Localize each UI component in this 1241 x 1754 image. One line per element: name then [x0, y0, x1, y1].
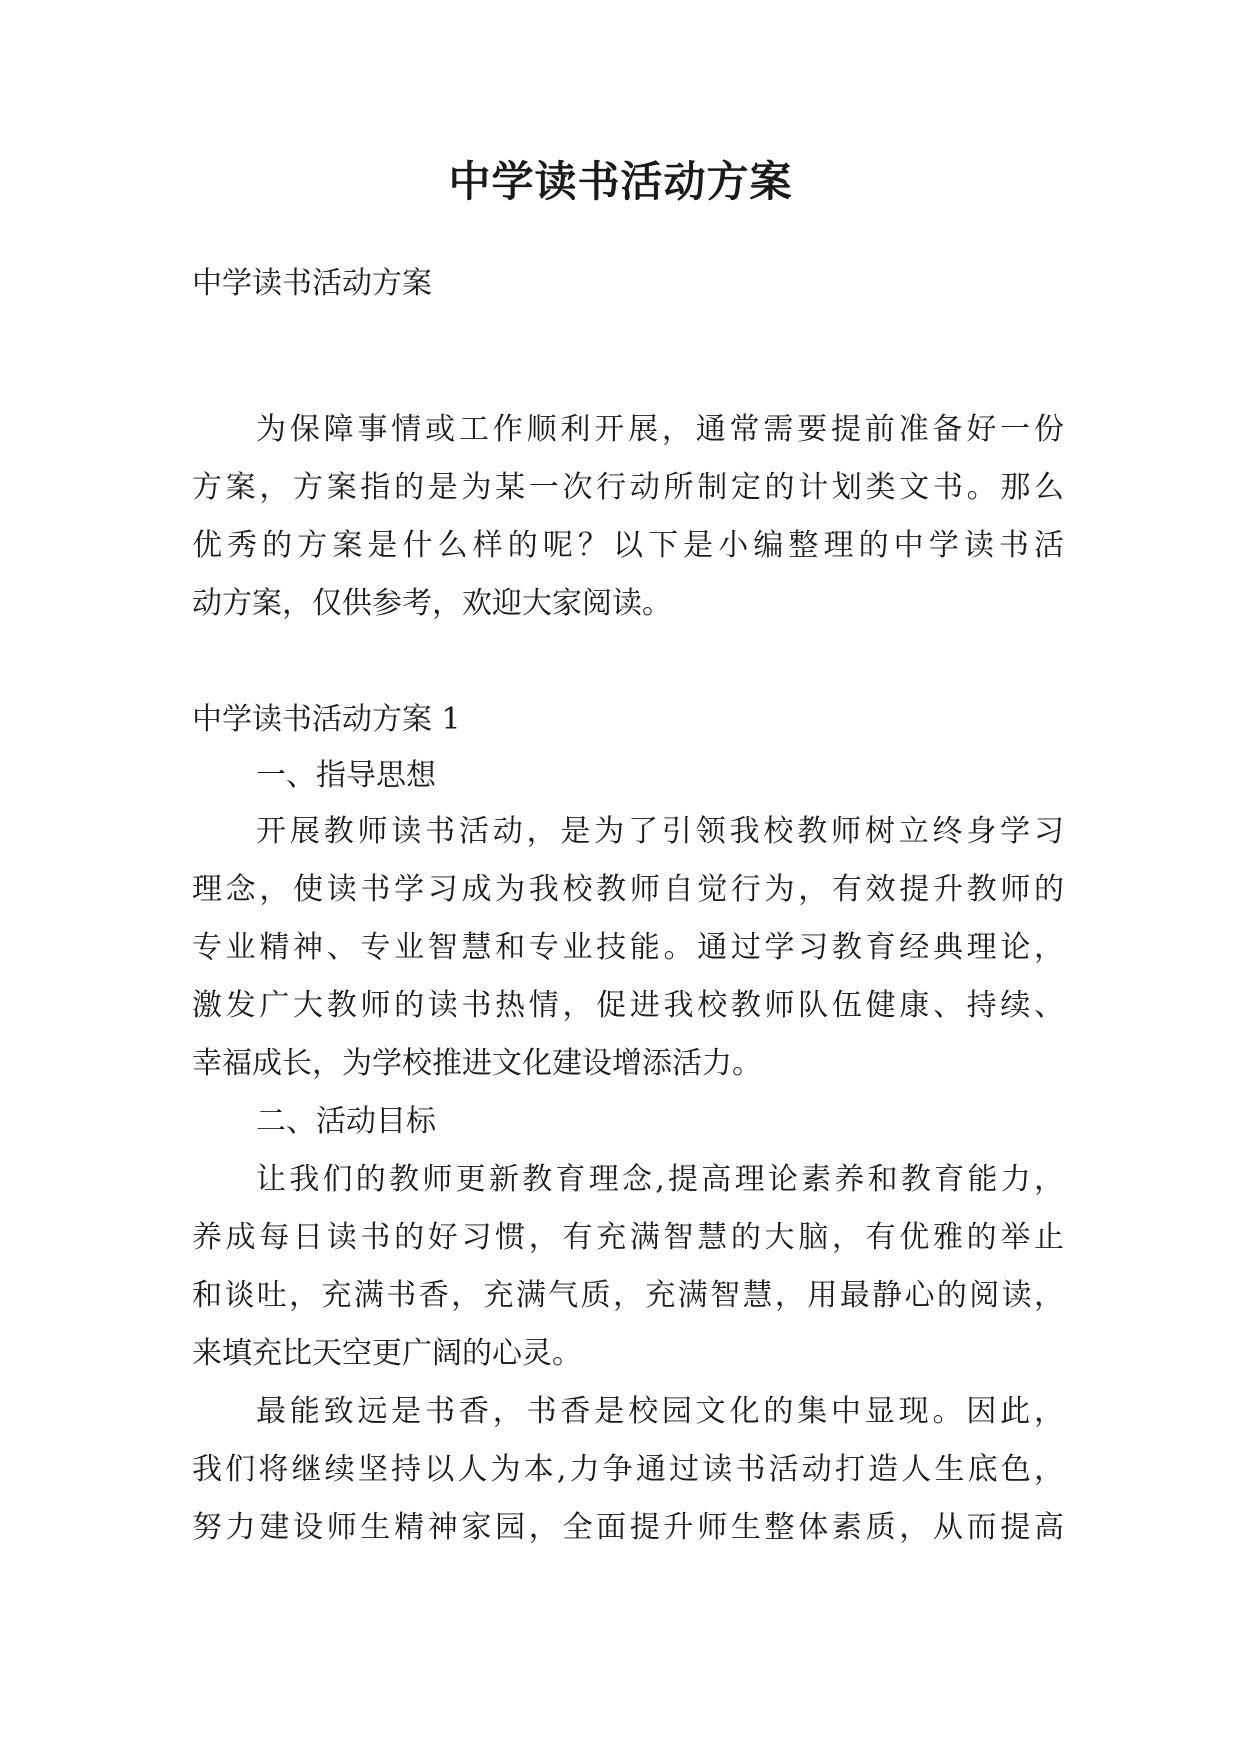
para-2-line-3: 和谈吐，充满书香，充满气质，充满智慧，用最静心的阅读，	[192, 1278, 1064, 1313]
para-2-line-4: 来填充比天空更广阔的心灵。	[192, 1336, 582, 1371]
para-2-line-1: 让我们的教师更新教育理念,提高理论素养和教育能力，	[256, 1162, 1064, 1197]
para-3-line-1: 最能致远是书香，书香是校园文化的集中显现。因此，	[256, 1394, 1064, 1429]
intro-line-3: 优秀的方案是什么样的呢？以下是小编整理的中学读书活	[192, 528, 1064, 563]
intro-line-2: 方案，方案指的是为某一次行动所制定的计划类文书。那么	[192, 470, 1064, 505]
document-subtitle: 中学读书活动方案	[192, 266, 432, 301]
para-2-line-2: 养成每日读书的好习惯，有充满智慧的大脑，有优雅的举止	[192, 1220, 1064, 1255]
para-1-line-5: 幸福成长，为学校推进文化建设增添活力。	[192, 1046, 762, 1081]
para-1-line-3: 专业精神、专业智慧和专业技能。通过学习教育经典理论，	[192, 930, 1064, 965]
section-title: 中学读书活动方案 1	[192, 702, 461, 737]
para-3-line-3: 努力建设师生精神家园，全面提升师生整体素质，从而提高	[192, 1510, 1064, 1545]
document-title: 中学读书活动方案	[448, 157, 793, 206]
para-1-line-2: 理念，使读书学习成为我校教师自觉行为，有效提升教师的	[192, 872, 1064, 907]
para-3-line-2: 我们将继续坚持以人为本,力争通过读书活动打造人生底色，	[192, 1452, 1064, 1487]
para-1-line-4: 激发广大教师的读书热情，促进我校教师队伍健康、持续、	[192, 988, 1064, 1023]
heading-activity-goals: 二、活动目标	[256, 1104, 436, 1139]
heading-guiding-ideology: 一、指导思想	[256, 758, 436, 793]
intro-line-4: 动方案，仅供参考，欢迎大家阅读。	[192, 586, 672, 621]
para-1-line-1: 开展教师读书活动，是为了引领我校教师树立终身学习	[256, 814, 1064, 849]
intro-line-1: 为保障事情或工作顺利开展，通常需要提前准备好一份	[256, 412, 1064, 447]
